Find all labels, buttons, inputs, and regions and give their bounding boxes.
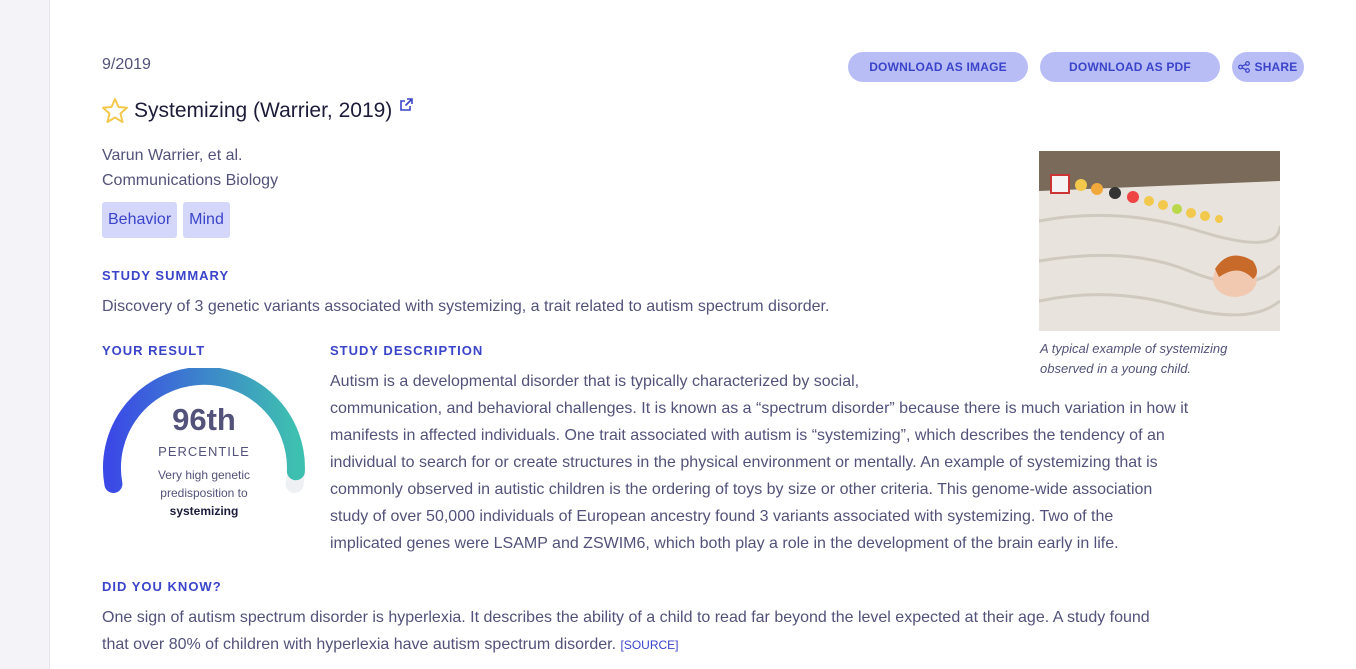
summary-text: Discovery of 3 genetic variants associated with systemizing, a trait related to autism spectrum disorder. [102,298,830,315]
description-line: manifests in affected individuals. One trait associated with autism is “systemizing”, which describes the tendency of an [330,427,1165,444]
percentile-label: PERCENTILE [158,444,250,459]
description-line: individual to search for or create structures in the physical environment or mentally. An example of systemizing that is [330,454,1158,471]
result-heading: YOUR RESULT [102,343,206,358]
download-image-button[interactable]: DOWNLOAD AS IMAGE [848,52,1028,82]
fact-text: that over 80% of children with hyperlexia have autism spectrum disorder. [102,636,617,653]
tag-behavior[interactable]: Behavior [102,202,177,238]
download-pdf-button[interactable]: DOWNLOAD AS PDF [1040,52,1220,82]
percentile-value: 96th [172,402,236,437]
percentile-note [102,466,306,520]
external-link-icon[interactable] [398,97,414,113]
note-line: Very high genetic [157,468,251,482]
study-title: Systemizing (Warrier, 2019) [134,99,393,122]
share-icon [1238,61,1250,73]
description-line: commonly observed in autistic children is the ordering of toys by size or other criteria. This genome-wide association [330,481,1153,498]
study-date: 9/2019 [102,56,151,73]
photo-illustration [1039,151,1280,331]
title-row [100,96,414,126]
example-photo [1039,151,1280,331]
tag-mind[interactable]: Mind [183,202,230,238]
share-label: SHARE [1254,60,1298,74]
source-link[interactable]: [SOURCE] [620,638,679,652]
study-authors: Varun Warrier, et al. [102,147,243,164]
description-line: study of over 50,000 individuals of European ancestry found 3 variants associated with systemizing. Two of the [330,508,1114,525]
note-line: predisposition to [160,486,248,500]
description-text [330,368,1320,557]
note-bold: systemizing [169,504,239,518]
caption-line: observed in a young child. [1040,361,1192,376]
share-button[interactable] [1232,52,1304,82]
did-you-know-text [102,604,1322,659]
fact-line [102,631,1322,659]
study-journal: Communications Biology [102,172,279,189]
left-rail [0,0,50,669]
tag-list [102,202,230,238]
did-you-know-heading: DID YOU KNOW? [102,579,222,594]
star-icon[interactable] [100,96,130,126]
summary-heading: STUDY SUMMARY [102,268,230,283]
study-meta [102,143,278,193]
study-card [50,0,1356,669]
caption-line: A typical example of systemizing [1040,341,1228,356]
description-line: Autism is a developmental disorder that is typically characterized by social, [330,373,860,390]
toolbar [848,52,1304,82]
description-heading: STUDY DESCRIPTION [330,343,484,358]
description-line: implicated genes were LSAMP and ZSWIM6, which both play a role in the development of the brain early in life. [330,535,1119,552]
fact-line: One sign of autism spectrum disorder is hyperlexia. It describes the ability of a child to read far beyond the level expected at their age. A study found [102,609,1150,626]
description-line: communication, and behavioral challenges. It is known as a “spectrum disorder” because there is much variation in how it [330,400,1189,417]
